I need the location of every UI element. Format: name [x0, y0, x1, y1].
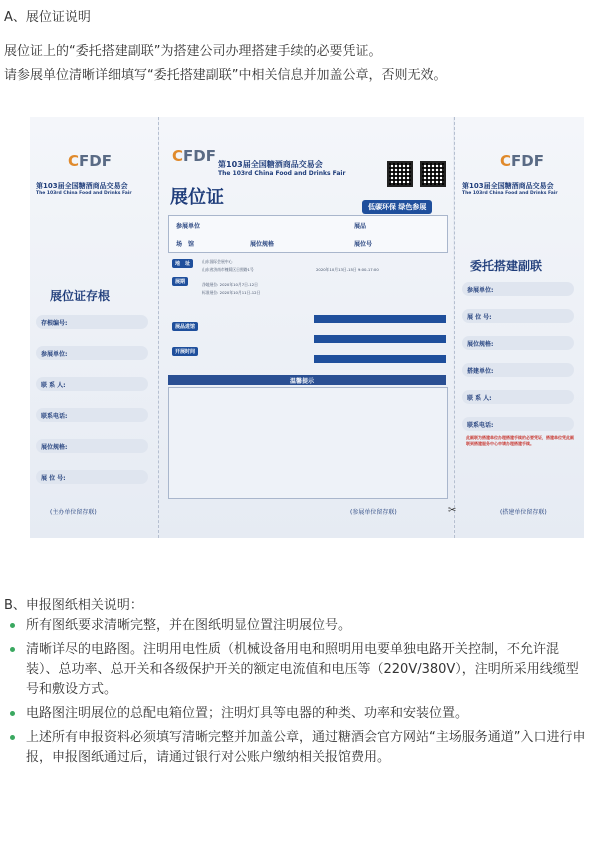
stub-footer: (主办单位留存联): [50, 509, 97, 516]
stub-field-label: 展位规格:: [41, 444, 68, 451]
main-field-booth-spec: 展位规格: [250, 241, 275, 248]
contractor-field-label: 联系电话:: [467, 422, 494, 429]
contact-bar: [314, 355, 446, 363]
main-field-booth-no: 展位号: [354, 241, 373, 248]
stub-field-label: 联系电话:: [41, 413, 68, 420]
info-open-hours: 2020年10月13日-15日 9:00-17:00: [316, 267, 379, 272]
stub-field-label: 存根编号:: [41, 320, 68, 327]
contractor-field-label: 展位规格:: [467, 341, 494, 348]
contractor-field-label: 联 系 人:: [467, 395, 492, 402]
stub-field-label: 联 系 人:: [41, 382, 66, 389]
contact-bar: [314, 335, 446, 343]
stub-field-row: [36, 408, 148, 422]
contractor-fair-name-en: The 103rd China Food and Drinks Fair: [462, 191, 558, 196]
contractor-title: 委托搭建副联: [470, 259, 543, 273]
stub-field-row: [36, 439, 148, 453]
info-label-open-time: 开展时间: [172, 347, 198, 356]
stub-field-row: [36, 315, 148, 329]
contractor-field-row: [462, 417, 574, 431]
list-item: 电路图注明展位的总配电箱位置；注明灯具等电器的种类、功率和安装位置。: [10, 704, 590, 724]
info-address-detail: 山东省济南市槐荫区日照路1号: [202, 267, 254, 272]
qr-code: [420, 161, 446, 187]
contractor-field-row: [462, 363, 574, 377]
contractor-field-row: [462, 309, 574, 323]
slogan-badge: 低碳环保 绿色参展: [362, 200, 432, 214]
notice-box: [168, 387, 448, 499]
fdf-logo: CFDF: [68, 152, 112, 170]
contractor-field-row: [462, 390, 574, 404]
main-title: 展位证: [170, 187, 224, 208]
main-field-hall: 场 馆: [176, 241, 195, 248]
contractor-field-label: 展 位 号:: [467, 314, 492, 321]
main-field-products: 展品: [354, 223, 367, 230]
stub-field-row: [36, 346, 148, 360]
main-field-exhibitor: 参展单位: [176, 223, 201, 230]
info-standard-booth: 标准展位: 2020年10月11日-12日: [202, 290, 261, 295]
stub-field-row: [36, 470, 148, 484]
contractor-field-label: 参展单位:: [467, 287, 494, 294]
booth-pass-image: [30, 117, 584, 538]
contractor-field-label: 搭建单位:: [467, 368, 494, 375]
stub-title: 展位证存根: [50, 289, 111, 303]
list-item: 清晰详尽的电路图。注明用电性质（机械设备用电和照明用电要单独电路开关控制，不允许混装）、总功率、总开关和各级保护开关的额定电流值和电压等（220V/380V），注明所采用线缆型号和敷设方式。: [10, 640, 590, 700]
stub-fair-name: 第103届全国糖酒商品交易会: [36, 182, 128, 190]
section-b-heading: B、申报图纸相关说明：: [4, 598, 143, 613]
stub-field-label: 参展单位:: [41, 351, 68, 358]
info-address: 山东国际会展中心: [202, 259, 233, 264]
list-item: 所有图纸要求清晰完整，并在图纸明显位置注明展位号。: [10, 616, 590, 636]
section-a-heading: A、展位证说明: [4, 10, 91, 25]
contractor-field-row: [462, 282, 574, 296]
info-label-move-in: 展品进馆: [172, 322, 198, 331]
info-label-dates: 展期: [172, 277, 188, 286]
main-form-box: [168, 215, 448, 253]
fdf-logo: CFDF: [500, 152, 544, 170]
scissors-icon: ✂: [448, 505, 457, 516]
stub-field-row: [36, 377, 148, 391]
section-a-paragraph-1: 展位证上的“委托搭建副联”为搭建公司办理搭建手续的必要凭证。: [4, 44, 382, 59]
contact-bar: [314, 315, 446, 323]
info-raw-space: 净地展位: 2020年10月7日-12日: [202, 282, 258, 287]
stub-fair-name-en: The 103rd China Food and Drinks Fair: [36, 191, 132, 196]
stub-field-label: 展 位 号:: [41, 475, 66, 482]
notice-title: 温馨提示: [290, 378, 315, 385]
contractor-fair-name: 第103届全国糖酒商品交易会: [462, 182, 554, 190]
contractor-footer: (搭建单位留存联): [500, 509, 547, 516]
main-fair-name: 第103届全国糖酒商品交易会: [218, 160, 323, 169]
contractor-note: 此副联为搭建单位办理搭建手续的必要凭证，搭建单位凭此副联到搭建服务中心申请办理搭建手续。: [466, 435, 574, 446]
list-item: 上述所有申报资料必须填写清晰完整并加盖公章，通过糖酒会官方网站“主场服务通道”入口进行申报，申报图纸通过后，请通过银行对公账户缴纳相关报馆费用。: [10, 728, 590, 768]
info-label-address: 地 址: [172, 259, 193, 268]
contractor-field-row: [462, 336, 574, 350]
qr-code: [387, 161, 413, 187]
main-footer: (参展单位留存联): [350, 509, 397, 516]
section-a-paragraph-2: 请参展单位清晰详细填写“委托搭建副联”中相关信息并加盖公章，否则无效。: [4, 68, 447, 83]
fdf-logo: CFDF: [172, 147, 216, 165]
main-fair-name-en: The 103rd China Food and Drinks Fair: [218, 170, 346, 177]
